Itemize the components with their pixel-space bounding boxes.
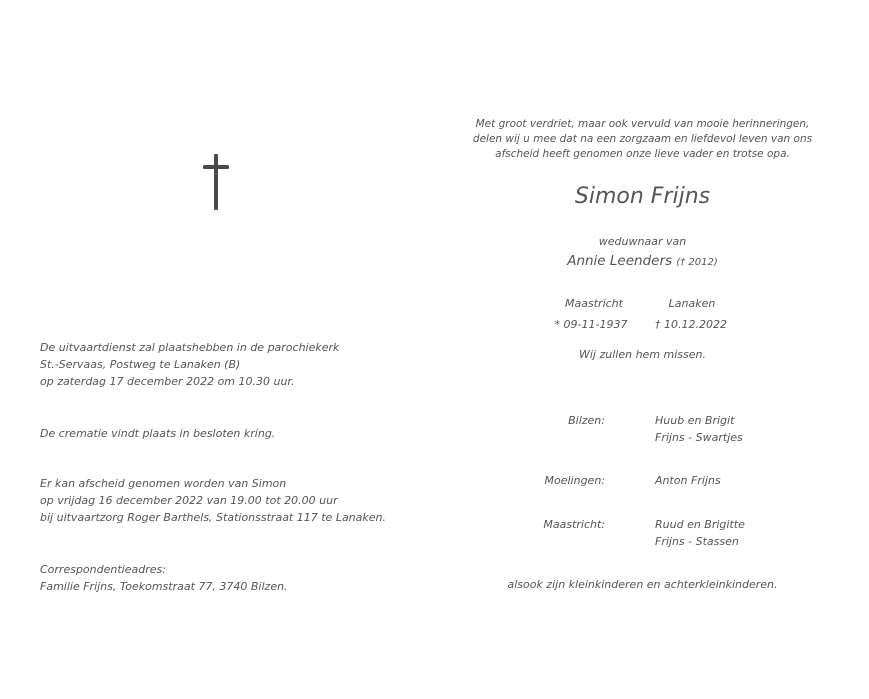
death-place: Lanaken [668, 297, 716, 310]
farewell-line: Er kan afscheid genomen worden van Simon [40, 477, 287, 490]
correspondence-line: Familie Frijns, Toekomstraat 77, 3740 Bilzen. [40, 580, 288, 593]
spouse-name: Annie Leenders [567, 253, 673, 269]
spouse-death: († 2012) [676, 257, 718, 268]
death-date: † 10.12.2022 [655, 318, 727, 331]
family-name-line: Frijns - Swartjes [655, 431, 743, 444]
family-name-line: Huub en Brigit [655, 414, 735, 427]
cross-icon [203, 154, 229, 210]
correspondence-address [40, 561, 288, 595]
service-line: St.-Servaas, Postweg te Lanaken (B) [40, 358, 241, 371]
correspondence-label: Correspondentieadres: [40, 563, 166, 576]
cremation-info [40, 425, 275, 442]
service-line: op zaterdag 17 december 2022 om 10.30 uur. [40, 375, 295, 388]
intro-line: afscheid heeft genomen onze lieve vader en trotse opa. [495, 148, 790, 160]
family-place: Moelingen: [544, 474, 605, 487]
family-names [655, 472, 721, 489]
family-place: Maastricht: [543, 518, 605, 531]
service-line: De uitvaartdienst zal plaatshebben in de parochiekerk [40, 341, 340, 354]
announcement-intro [440, 117, 845, 162]
family-names [655, 516, 745, 550]
family-place: Bilzen: [568, 414, 605, 427]
family-name-line: Anton Frijns [655, 474, 721, 487]
missen-line: Wij zullen hem missen. [579, 348, 706, 361]
family-names [655, 412, 743, 446]
cremation-line: De crematie vindt plaats in besloten kring. [40, 427, 276, 440]
service-info [40, 339, 339, 390]
farewell-info [40, 475, 386, 526]
birth-date: * 09-11-1937 [554, 318, 628, 331]
spouse [440, 253, 845, 269]
widow-label: weduwnaar van [598, 235, 687, 248]
farewell-line: op vrijdag 16 december 2022 van 19.00 tot 20.00 uur [40, 494, 338, 507]
farewell-line: bij uitvaartzorg Roger Barthels, Stationsstraat 117 te Lanaken. [40, 511, 387, 524]
grandchildren-line: alsook zijn kleinkinderen en achterkleinkinderen. [507, 578, 778, 591]
family-name-line: Ruud en Brigitte [655, 518, 745, 531]
intro-line: Met groot verdriet, maar ook vervuld van mooie herinneringen, [475, 118, 810, 130]
intro-line: delen wij u mee dat na een zorgzaam en liefdevol leven van ons [472, 133, 813, 145]
birth-place: Maastricht [565, 297, 623, 310]
family-name-line: Frijns - Stassen [655, 535, 739, 548]
deceased-name: Simon Frijns [574, 184, 711, 209]
